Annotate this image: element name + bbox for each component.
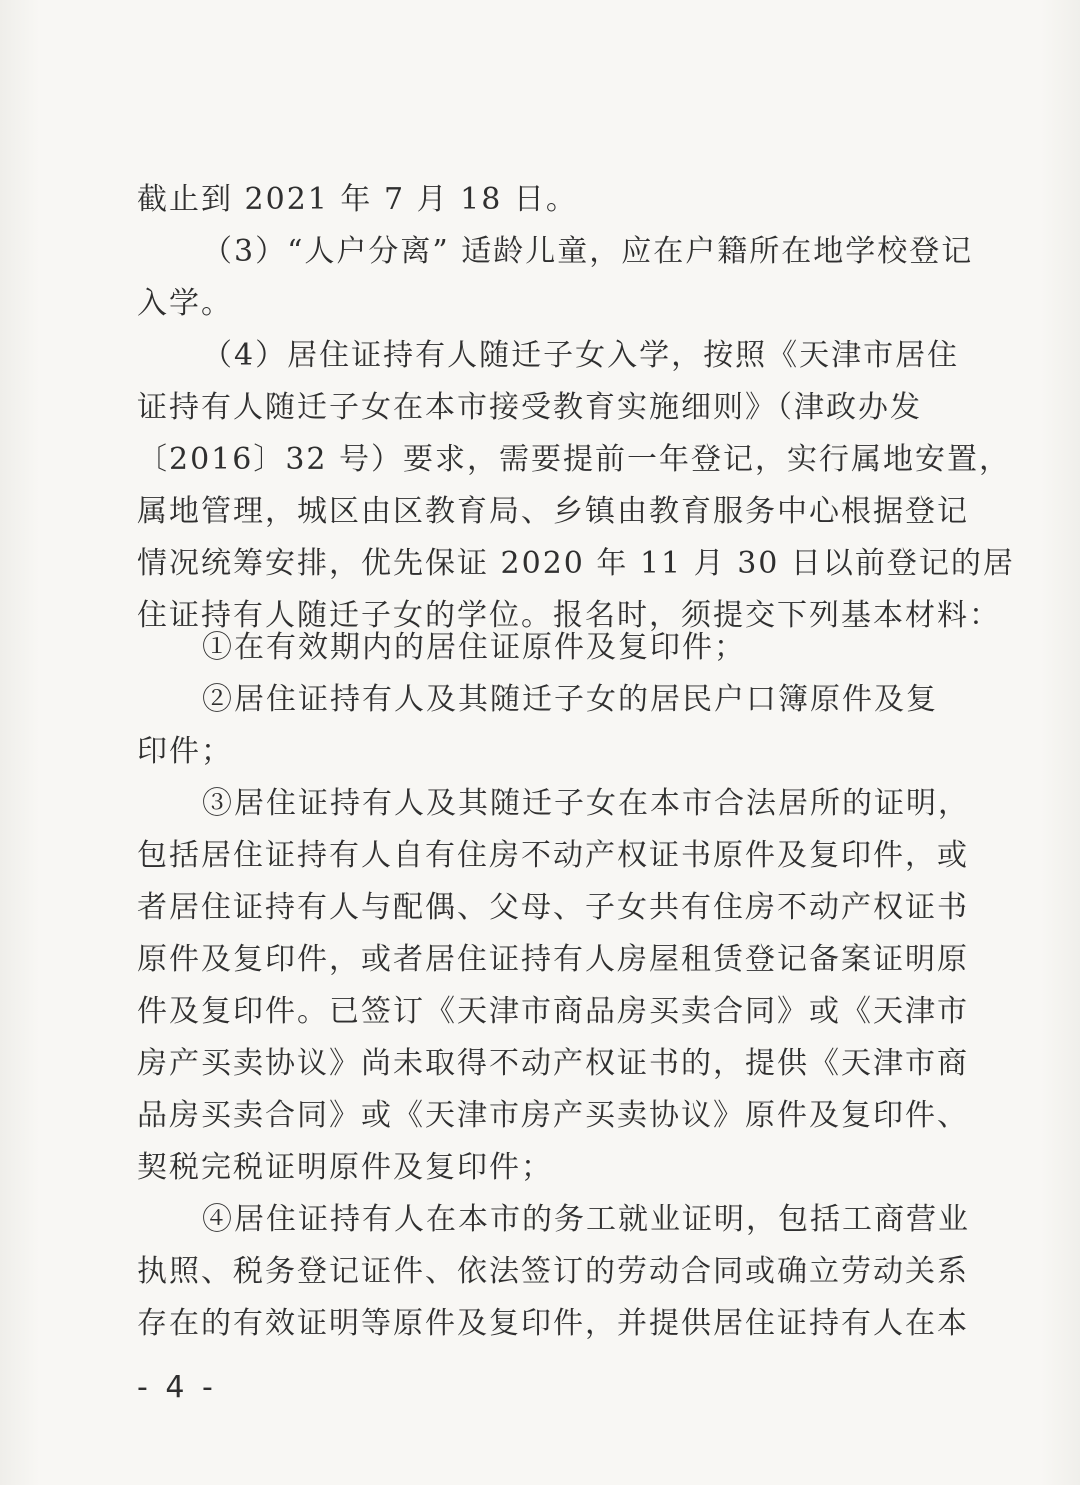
text-line: 情况统筹安排，优先保证 2020 年 11 月 30 日以前登记的居 [137,546,1015,581]
text-line: 原件及复印件，或者居住证持有人房屋租赁登记备案证明原 [137,942,969,977]
text-line: 证持有人随迁子女在本市接受教育实施细则》（津政办发 [137,390,922,425]
text-line: 契税完税证明原件及复印件； [137,1150,553,1185]
text-line: 入学。 [137,286,233,321]
text-line: 截止到 2021 年 7 月 18 日。 [137,182,578,217]
text-line: 印件； [137,734,233,769]
text-line: 住证持有人随迁子女的学位。报名时，须提交下列基本材料： [137,598,1001,633]
page-number: - 4 - [137,1370,217,1405]
text-line: 包括居住证持有人自有住房不动产权证书原件及复印件，或 [137,838,969,873]
text-line: 品房买卖合同》或《天津市房产买卖协议》原件及复印件、 [137,1098,969,1133]
text-line: ③居住证持有人及其随迁子女在本市合法居所的证明， [202,786,970,821]
text-line: （3）“人户分离” 适龄儿童，应在户籍所在地学校登记 [202,234,974,269]
text-line: 房产买卖协议》尚未取得不动产权证书的，提供《天津市商 [137,1046,969,1081]
text-line: ①在有效期内的居住证原件及复印件； [202,630,746,665]
text-line: 〔2016〕32 号）要求，需要提前一年登记，实行属地安置， [137,442,1012,477]
text-line: 者居住证持有人与配偶、父母、子女共有住房不动产权证书 [137,890,969,925]
text-line: ②居住证持有人及其随迁子女的居民户口簿原件及复 [202,682,938,717]
text-line: 执照、税务登记证件、依法签订的劳动合同或确立劳动关系 [137,1254,969,1289]
text-line: 件及复印件。已签订《天津市商品房买卖合同》或《天津市 [137,994,969,1029]
text-line: 存在的有效证明等原件及复印件，并提供居住证持有人在本 [137,1306,969,1341]
text-line: 属地管理，城区由区教育局、乡镇由教育服务中心根据登记 [137,494,969,529]
text-line: ④居住证持有人在本市的务工就业证明，包括工商营业 [202,1202,970,1237]
text-line: （4）居住证持有人随迁子女入学，按照《天津市居住 [202,338,960,373]
